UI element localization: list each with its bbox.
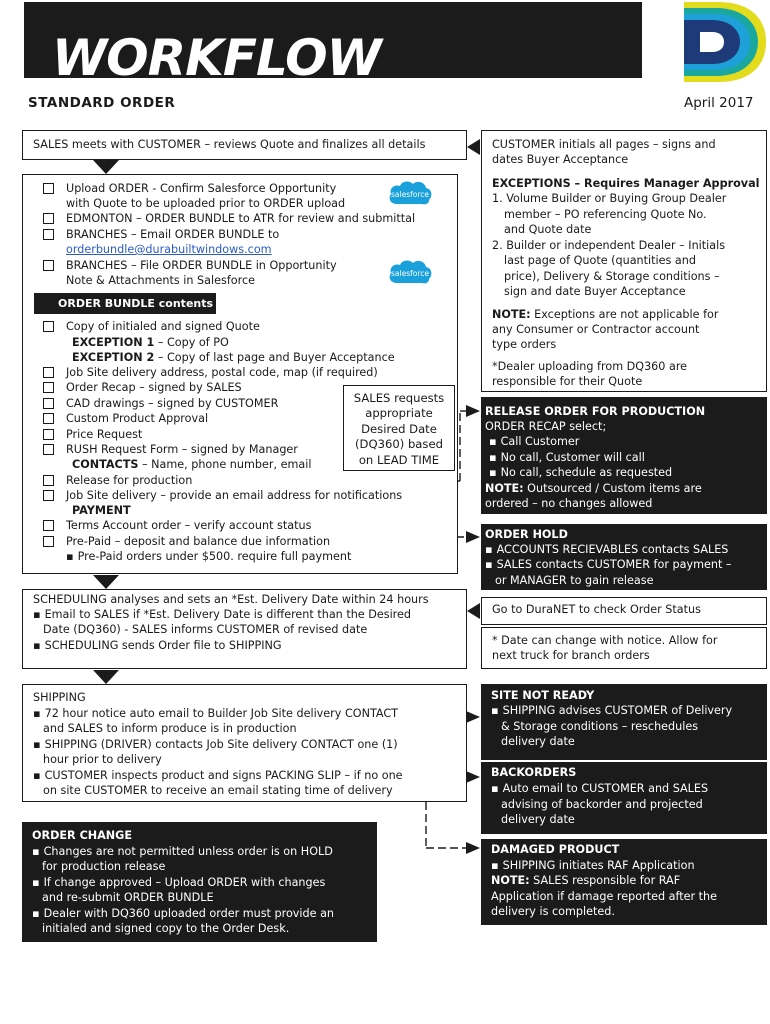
- shipping-title: SHIPPING: [33, 691, 86, 704]
- backorders-box: [481, 762, 767, 834]
- backorders-b1c: delivery date: [501, 813, 575, 826]
- order-change-b2b: and re-submit ORDER BUNDLE: [42, 891, 214, 904]
- checkbox-icon[interactable]: [43, 398, 54, 409]
- down-triangle-icon: [93, 160, 119, 174]
- checkbox-icon[interactable]: [43, 490, 54, 501]
- shipping-b3a: ▪ CUSTOMER inspects product and signs PACKING SLIP – if no one: [33, 768, 403, 783]
- checkbox-icon[interactable]: [43, 229, 54, 240]
- sales-meets-box: [22, 130, 467, 160]
- exception-1c: and Quote date: [504, 223, 592, 236]
- release-note-b: ordered – no changes allowed: [485, 497, 653, 510]
- checkbox-icon[interactable]: [43, 213, 54, 224]
- shipping-b3b: on site CUSTOMER to receive an email stating time of delivery: [43, 784, 393, 797]
- rush-request-line: RUSH Request Form – signed by Manager: [66, 443, 298, 456]
- upload-line-1: Upload ORDER - Confirm Salesforce Opportunity: [66, 182, 337, 195]
- release-line: Release for production: [66, 474, 193, 487]
- release-order-box: [481, 397, 767, 514]
- dealer-line-a: *Dealer uploading from DQ360 are: [492, 360, 688, 373]
- site-not-ready-b1a: ▪ SHIPPING advises CUSTOMER of Delivery: [491, 703, 732, 718]
- scheduling-box: [22, 589, 467, 669]
- damaged-note-b: Application if damage reported after the: [491, 890, 718, 903]
- customer-line-2: dates Buyer Acceptance: [492, 153, 629, 166]
- custom-approval-line: Custom Product Approval: [66, 412, 209, 425]
- sales-requests-box: [343, 385, 455, 471]
- req-line-2: appropriate: [365, 406, 433, 421]
- checkbox-icon[interactable]: [43, 444, 54, 455]
- duranet-box: [481, 597, 767, 625]
- right-triangle-icon: [466, 842, 480, 854]
- order-hold-box: [481, 524, 767, 590]
- salesforce-cloud-icon: [387, 257, 433, 287]
- exception-1b: member – PO referencing Quote No.: [504, 208, 707, 221]
- release-bullet-1: ▪ Call Customer: [489, 434, 579, 449]
- order-change-b3b: initialed and signed copy to the Order Desk.: [42, 922, 290, 935]
- damaged-title: DAMAGED PRODUCT: [491, 843, 620, 856]
- backorders-b1b: advising of backorder and projected: [501, 798, 703, 811]
- checkbox-icon[interactable]: [43, 382, 54, 393]
- release-note-a: NOTE: Outsourced / Custom items are: [485, 482, 702, 495]
- order-bundle-pill: ORDER BUNDLE contents: [34, 293, 216, 314]
- svg-text:salesforce: salesforce: [391, 190, 429, 199]
- checkbox-icon[interactable]: [43, 321, 54, 332]
- scheduling-line-3: Date (DQ360) - SALES informs CUSTOMER of revised date: [43, 623, 368, 636]
- orderbundle-email-link[interactable]: orderbundle@durabuiltwindows.com: [66, 243, 272, 256]
- date-change-line-1: * Date can change with notice. Allow for: [492, 634, 718, 647]
- checkbox-icon[interactable]: [43, 367, 54, 378]
- order-hold-bullet-2b: or MANAGER to gain release: [495, 574, 654, 587]
- site-not-ready-box: [481, 684, 767, 760]
- shipping-b1b: and SALES to inform produce is in production: [43, 722, 297, 735]
- branches-email-line: BRANCHES – Email ORDER BUNDLE to: [66, 228, 280, 241]
- exception-1a: 1. Volume Builder or Buying Group Dealer: [492, 192, 727, 205]
- checkbox-icon[interactable]: [43, 183, 54, 194]
- price-request-line: Price Request: [66, 428, 143, 441]
- branches-file-line-2: Note & Attachments in Salesforce: [66, 274, 255, 287]
- shipping-b2a: ▪ SHIPPING (DRIVER) contacts Job Site delivery CONTACT one (1): [33, 737, 398, 752]
- branches-file-line-1: BRANCHES – File ORDER BUNDLE in Opportunity: [66, 259, 337, 272]
- note-line-c: type orders: [492, 338, 557, 351]
- order-hold-bullet-1: ▪ ACCOUNTS RECIEVABLES contacts SALES: [485, 542, 728, 557]
- down-triangle-icon: [93, 575, 119, 589]
- site-not-ready-b1b: & Storage conditions – reschedules: [501, 720, 699, 733]
- order-change-box: [22, 822, 377, 942]
- order-change-b2a: ▪ If change approved – Upload ORDER with changes: [32, 875, 325, 890]
- damaged-product-box: [481, 839, 767, 925]
- cad-drawings-line: CAD drawings – signed by CUSTOMER: [66, 397, 279, 410]
- exception-2a: 2. Builder or independent Dealer – Initials: [492, 239, 726, 252]
- section-title: STANDARD ORDER: [28, 95, 176, 111]
- damaged-note-c: delivery is completed.: [491, 905, 615, 918]
- release-line-1: ORDER RECAP select;: [485, 420, 607, 433]
- order-hold-bullet-2a: ▪ SALES contacts CUSTOMER for payment –: [485, 557, 731, 572]
- job-delivery-line: Job Site delivery – provide an email address for notifications: [66, 489, 403, 502]
- exception-2d: sign and date Buyer Acceptance: [504, 285, 686, 298]
- svg-text:salesforce: salesforce: [391, 269, 429, 278]
- release-title: RELEASE ORDER FOR PRODUCTION: [485, 405, 706, 418]
- terms-account-line: Terms Account order – verify account status: [66, 519, 312, 532]
- req-line-1: SALES requests: [353, 391, 445, 405]
- payment-heading: PAYMENT: [72, 504, 131, 517]
- order-change-b1b: for production release: [42, 860, 166, 873]
- left-triangle-icon: [467, 603, 480, 619]
- customer-initials-box: [481, 130, 767, 392]
- order-change-title: ORDER CHANGE: [32, 829, 132, 842]
- exception-2-line: EXCEPTION 2 – Copy of last page and Buyer Acceptance: [72, 351, 395, 364]
- damaged-note-a: NOTE: SALES responsible for RAF: [491, 874, 681, 887]
- damaged-b1: ▪ SHIPPING initiates RAF Application: [491, 858, 695, 873]
- checkbox-icon[interactable]: [43, 536, 54, 547]
- exception-1-line: EXCEPTION 1 – Copy of PO: [72, 336, 229, 349]
- right-triangle-icon: [466, 771, 480, 783]
- checkbox-icon[interactable]: [43, 520, 54, 531]
- contacts-line: CONTACTS – Name, phone number, email: [72, 458, 312, 471]
- salesforce-cloud-icon: [387, 178, 433, 208]
- exception-2c: price), Delivery & Storage conditions –: [504, 270, 720, 283]
- right-triangle-icon: [466, 531, 480, 543]
- right-triangle-icon: [466, 405, 480, 417]
- left-triangle-icon: [467, 139, 480, 155]
- customer-line-1: CUSTOMER initials all pages – signs and: [492, 138, 716, 151]
- req-line-3: Desired Date: [361, 421, 437, 436]
- shipping-b1a: ▪ 72 hour notice auto email to Builder Job Site delivery CONTACT: [33, 706, 398, 721]
- scheduling-line-4: ▪ SCHEDULING sends Order file to SHIPPING: [33, 638, 282, 653]
- document-date: April 2017: [684, 95, 754, 111]
- date-change-box: [481, 627, 767, 669]
- upload-line-2: with Quote to be uploaded prior to ORDER upload: [66, 197, 346, 210]
- req-line-5: on LEAD TIME: [358, 452, 440, 467]
- order-hold-title: ORDER HOLD: [485, 528, 568, 541]
- exceptions-title: EXCEPTIONS – Requires Manager Approval: [492, 177, 760, 190]
- scheduling-line-2: ▪ Email to SALES if *Est. Delivery Date is different than the Desired: [33, 607, 411, 622]
- sales-meets-text: SALES meets with CUSTOMER – reviews Quote and finalizes all details: [33, 138, 426, 151]
- backorders-title: BACKORDERS: [491, 766, 577, 779]
- order-change-b1a: ▪ Changes are not permitted unless order is on HOLD: [32, 844, 333, 859]
- release-bullet-2: ▪ No call, Customer will call: [489, 450, 645, 465]
- note-line-b: any Consumer or Contractor account: [492, 323, 700, 336]
- duranet-text: Go to DuraNET to check Order Status: [492, 603, 701, 616]
- prepaid-sub-line: ▪ Pre-Paid orders under $500. require full payment: [66, 549, 351, 564]
- down-triangle-icon: [93, 670, 119, 684]
- site-not-ready-title: SITE NOT READY: [491, 689, 595, 702]
- edmonton-line: EDMONTON – ORDER BUNDLE to ATR for review and submittal: [66, 212, 416, 225]
- checkbox-icon[interactable]: [43, 260, 54, 271]
- release-bullet-3: ▪ No call, schedule as requested: [489, 465, 672, 480]
- checkbox-icon[interactable]: [43, 413, 54, 424]
- scheduling-line-1: SCHEDULING analyses and sets an *Est. Delivery Date within 24 hours: [33, 593, 429, 606]
- prepaid-line: Pre-Paid – deposit and balance due information: [66, 535, 331, 548]
- checkbox-icon[interactable]: [43, 429, 54, 440]
- dealer-line-b: responsible for their Quote: [492, 375, 643, 388]
- job-site-line: Job Site delivery address, postal code, map (if required): [66, 366, 378, 379]
- copy-quote-line: Copy of initialed and signed Quote: [66, 320, 260, 333]
- shipping-b2b: hour prior to delivery: [43, 753, 162, 766]
- date-change-line-2: next truck for branch orders: [492, 649, 650, 662]
- order-change-b3a: ▪ Dealer with DQ360 uploaded order must provide an: [32, 906, 334, 921]
- req-line-4: (DQ360) based: [355, 437, 443, 452]
- shipping-box: [22, 684, 467, 802]
- logo-text: WORKFLOW: [52, 29, 381, 78]
- site-not-ready-b1c: delivery date: [501, 735, 575, 748]
- exception-2b: last page of Quote (quantities and: [504, 254, 696, 267]
- right-triangle-icon: [466, 711, 480, 723]
- backorders-b1a: ▪ Auto email to CUSTOMER and SALES: [491, 781, 708, 796]
- order-recap-line: Order Recap – signed by SALES: [66, 381, 242, 394]
- checkbox-icon[interactable]: [43, 475, 54, 486]
- note-line-a: NOTE: Exceptions are not applicable for: [492, 308, 719, 321]
